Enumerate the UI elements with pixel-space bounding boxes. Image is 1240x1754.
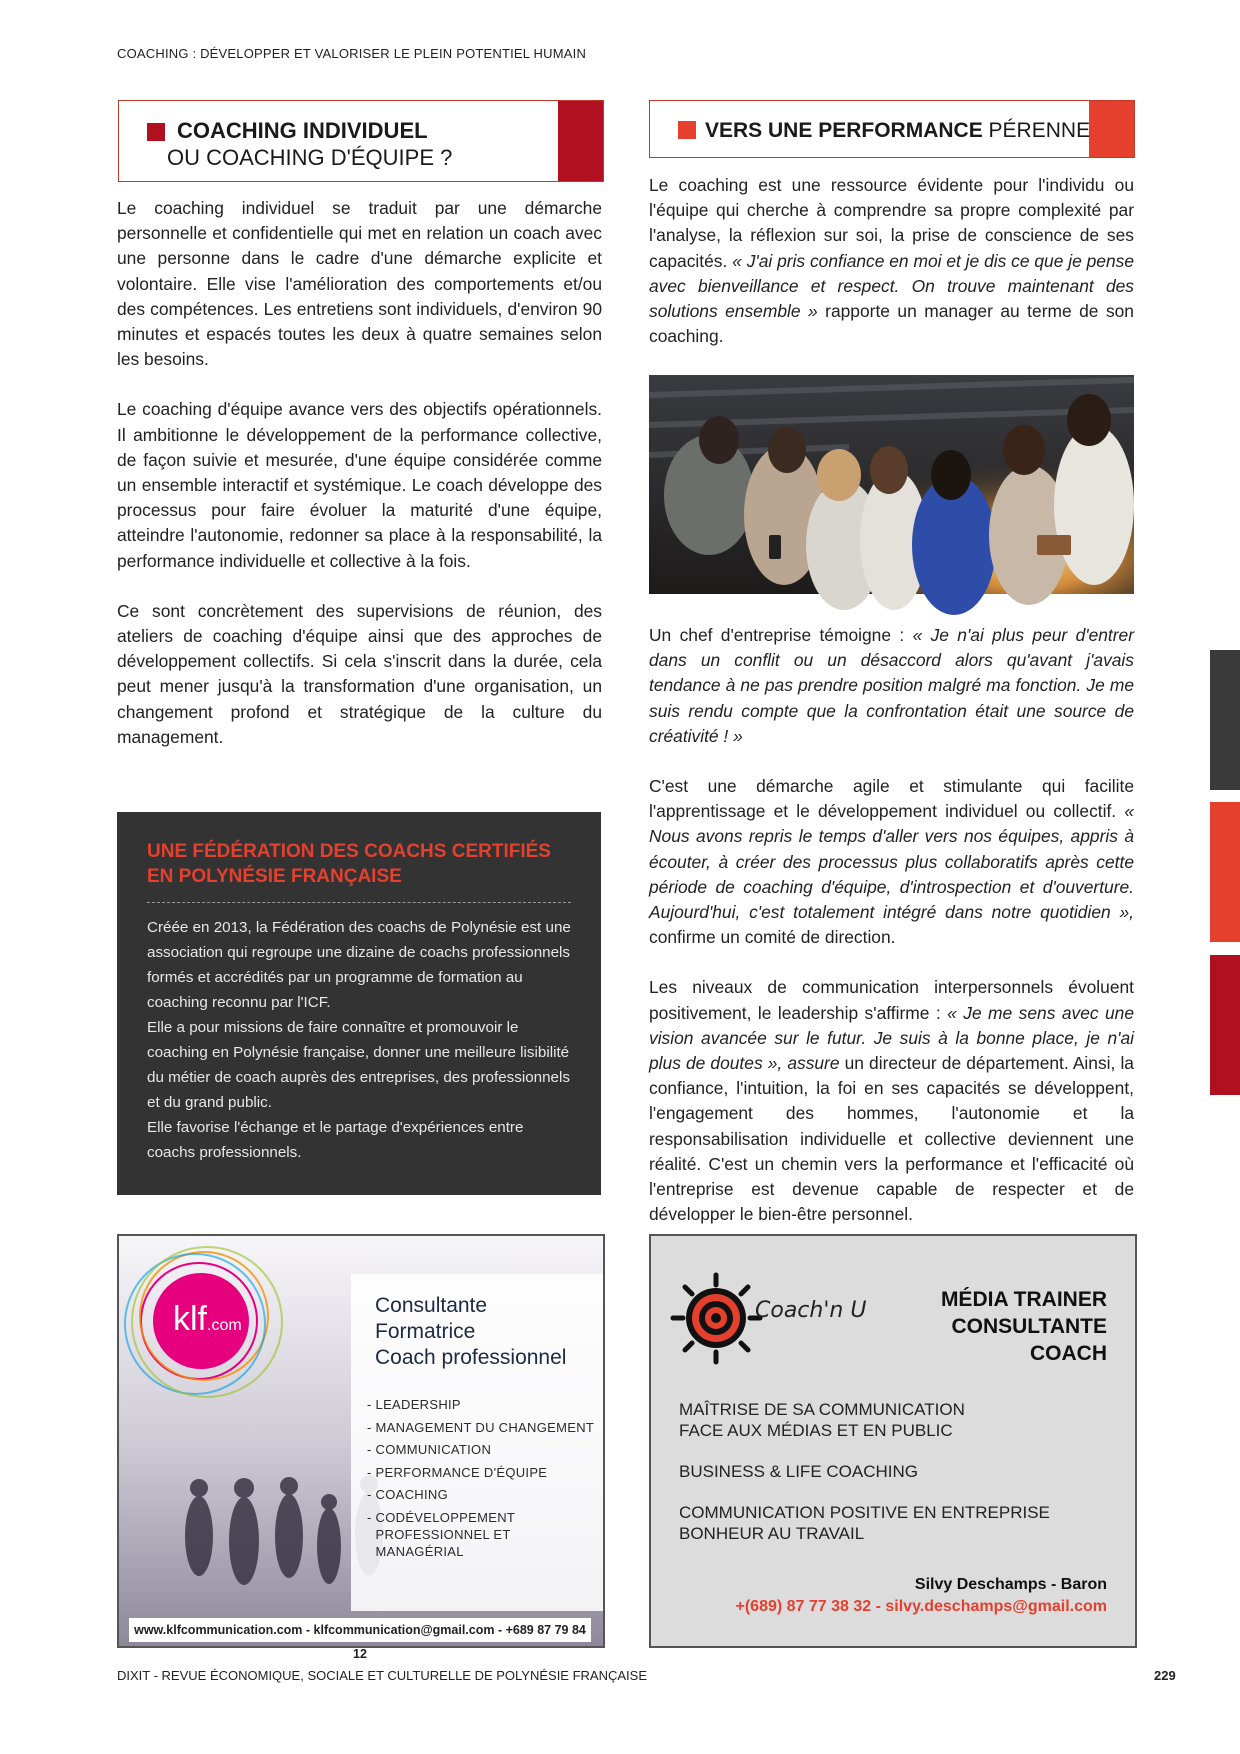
header-square-icon — [678, 121, 696, 139]
paragraph-text: C'est une démarche agile et stimulante qui facilite l'apprentissage et le développement individuel ou collectif. — [649, 776, 1134, 822]
team-photo — [649, 375, 1134, 594]
quote: « Nous avons repris le temps d'aller vers nos équipes, appris à écouter, à créer des processus plus collaboratifs après cette période de coaching d'équipe, d'introspection et d'ouverture. Aujourd'hui, c'est totalement intégré dans notre quotidien », — [649, 801, 1134, 923]
paragraph: Créée en 2013, la Fédération des coachs de Polynésie est une association qui regroupe une dizaine de coachs professionnels formés et accrédités par un programme de formation au coaching reconnu par l'ICF. — [147, 919, 571, 1011]
paragraph-text: Les niveaux de communication interpersonnels évoluent positivement, le leadership s'affirme : — [649, 977, 1134, 1023]
klf-logo — [173, 1299, 242, 1346]
list-item: - COACHING — [367, 1487, 449, 1502]
section-title — [705, 117, 1090, 144]
role-line: CONSULTANTE — [951, 1315, 1107, 1338]
klf-logo-text: klf — [173, 1300, 207, 1338]
paragraph-text: Le coaching est une ressource évidente pour l'individu ou l'équipe qui cherche à comprendre sa propre complexité par l'analyse, la réflexion sur soi, la prise de conscience de ses capacités. — [649, 175, 1134, 271]
service-line: FACE AUX MÉDIAS ET EN PUBLIC — [679, 1421, 953, 1440]
paragraph: Elle favorise l'échange et le partage d'expériences entre coachs professionnels. — [147, 1119, 524, 1161]
quote: « Je n'ai plus peur d'entrer dans un conflit ou un désaccord alors qu'avant j'avais tendance à ne pas prendre position malgré ma fonction. Je me suis rendu compte que la confrontation était une source de créativité ! » — [649, 625, 1134, 746]
list-item-label: CODÉVELOPPEMENT PROFESSIONNEL ET MANAGÉRIAL — [375, 1509, 515, 1559]
paragraph-text: Un chef d'entreprise témoigne : — [649, 625, 905, 645]
service-line: BONHEUR AU TRAVAIL — [679, 1524, 865, 1543]
service-line: BUSINESS & LIFE COACHING — [679, 1462, 918, 1481]
right-body-bottom — [649, 623, 1134, 1252]
coachnu-service — [679, 1502, 1050, 1544]
side-tab-darkred — [1210, 955, 1240, 1095]
team-photo-image — [649, 375, 1134, 594]
coachnu-service — [679, 1399, 965, 1441]
klf-services-list — [367, 1396, 597, 1565]
klf-title — [375, 1293, 566, 1371]
section-title-bold: VERS UNE PERFORMANCE — [705, 119, 983, 142]
list-item-label: MANAGEMENT DU CHANGEMENT — [375, 1419, 595, 1435]
section-title-bold: COACHING INDIVIDUEL — [177, 118, 428, 143]
paragraph-text: rapporte un manager au terme de son coaching. — [649, 301, 1134, 347]
list-item: - LEADERSHIP — [367, 1397, 461, 1412]
page-number: 229 — [1154, 1668, 1176, 1683]
service-line: MAÎTRISE DE SA COMMUNICATION — [679, 1400, 965, 1419]
list-item-label: COMMUNICATION — [375, 1442, 492, 1457]
federation-text — [147, 915, 573, 1165]
paragraph-text: confirme un comité de direction. — [649, 927, 896, 948]
coachnu-roles — [941, 1286, 1107, 1367]
klf-title-line: Consultante — [375, 1294, 488, 1317]
paragraph: Le coaching d'équipe avance vers des objectifs opérationnels. Il ambitionne le développement de la performance collective, de façon suivie et mesurée, d'une équipe considérée comme un ensemble interactif et systémique. Le coach développe des processus pour faire évoluer la maturité d'une équipe, atteindre l'autonomie, redonner sa place à la responsabilité, la performance individuelle et collective à la fois. — [117, 399, 602, 571]
side-tab-red — [1210, 802, 1240, 942]
service-line: COMMUNICATION POSITIVE EN ENTREPRISE — [679, 1503, 1050, 1522]
klf-footer: www.klfcommunication.com - klfcommunication@gmail.com - +689 87 79 84 12 — [129, 1618, 591, 1642]
klf-title-line: Formatrice — [375, 1320, 476, 1343]
paragraph — [649, 173, 1134, 349]
paragraph — [649, 975, 1134, 1227]
federation-title-line: EN POLYNÉSIE FRANÇAISE — [147, 866, 402, 887]
coachnu-sun-logo-icon — [669, 1271, 764, 1366]
paragraph — [649, 623, 1134, 749]
footer-publication: DIXIT - REVUE ÉCONOMIQUE, SOCIALE ET CULTURELLE DE POLYNÉSIE FRANÇAISE — [117, 1668, 647, 1683]
klf-logo-suffix: .com — [207, 1317, 242, 1334]
role-line: COACH — [1030, 1342, 1107, 1365]
quote: assure — [787, 1053, 840, 1074]
list-item: - COMMUNICATION — [367, 1442, 492, 1457]
paragraph: Elle a pour missions de faire connaître et promouvoir le coaching en Polynésie française, donner une meilleure lisibilité du métier de coach auprès des entreprises, des professionnels et du grand public. — [147, 1019, 570, 1111]
paragraph — [649, 774, 1134, 950]
federation-title — [147, 839, 577, 889]
section-header-coaching-individuel — [118, 100, 604, 182]
ad-coachnu — [649, 1234, 1137, 1648]
ad-klf — [117, 1234, 605, 1661]
paragraph-text: un directeur de département. Ainsi, la confiance, l'intuition, la foi en ses capacités se développent, l'engagement des hommes, l'autonomie et la responsabilisation individuelle et collective deviennent une réalité. C'est un chemin vers la performance et l'efficacité où l'entreprise est devenue capable de respecter et de développer le bien-être personnel. — [649, 1053, 1134, 1225]
section-title — [167, 117, 453, 171]
federation-box — [117, 812, 601, 1195]
klf-title-line: Coach professionnel — [375, 1346, 567, 1369]
coachnu-name: Silvy Deschamps - Baron — [914, 1576, 1107, 1593]
coachnu-service — [679, 1461, 918, 1482]
paragraph: Ce sont concrètement des supervisions de réunion, des ateliers de coaching d'équipe ainsi que des approches de développement collectifs. Si cela s'inscrit dans la durée, cela peut mener jusqu'à la transformation d'une organisation, un changement profond et stratégique de la culture du management. — [117, 600, 602, 747]
list-item: - CODÉVELOPPEMENT PROFESSIONNEL ET MANAGÉRIAL — [367, 1509, 597, 1560]
list-item-label: LEADERSHIP — [375, 1397, 461, 1412]
dashed-divider — [147, 902, 571, 903]
list-item-label: PERFORMANCE D'ÉQUIPE — [375, 1464, 548, 1480]
side-tab-dark — [1210, 650, 1240, 790]
section-header-performance — [649, 100, 1135, 158]
quote: « Je me sens avec une vision avancée sur le futur. Je suis à la bonne place, je n'ai plus de doutes », — [649, 1002, 1135, 1074]
role-line: MÉDIA TRAINER — [940, 1288, 1107, 1311]
coachnu-contact: +(689) 87 77 38 32 - silvy.deschamps@gmail.com — [735, 1598, 1107, 1615]
paragraph: Le coaching individuel se traduit par une démarche personnelle et confidentielle qui met en relation un coach avec une personne dans le cadre d'une démarche explicite et volontaire. Elle vise l'amélioration des comportements et/ou des compétences. Les entretiens sont individuels, d'environ 90 minutes et espacés toutes les deux à quatre semaines selon les besoins. — [117, 198, 602, 370]
quote: « J'ai pris confiance en moi et je dis ce que je pense avec bienveillance et respect. On trouve maintenant des solutions ensemble » — [649, 250, 1134, 322]
section-title-regular: OU COACHING D'ÉQUIPE ? — [167, 145, 453, 170]
list-item: - MANAGEMENT DU CHANGEMENT — [367, 1419, 595, 1435]
running-head: COACHING : DÉVELOPPER ET VALORISER LE PLEIN POTENTIEL HUMAIN — [117, 46, 587, 61]
list-item-label: COACHING — [375, 1487, 449, 1502]
header-square-icon — [147, 123, 165, 141]
list-item: - PERFORMANCE D'ÉQUIPE — [367, 1464, 548, 1480]
section-title-regular: PÉRENNE — [988, 119, 1091, 142]
header-accent-bar — [558, 101, 603, 181]
federation-title-line: UNE FÉDÉRATION DES COACHS CERTIFIÉS — [147, 841, 551, 862]
coachnu-brand: Coach'n U — [755, 1298, 867, 1323]
left-body — [117, 196, 602, 775]
right-body-top — [649, 173, 1134, 374]
header-accent-bar — [1089, 101, 1134, 157]
